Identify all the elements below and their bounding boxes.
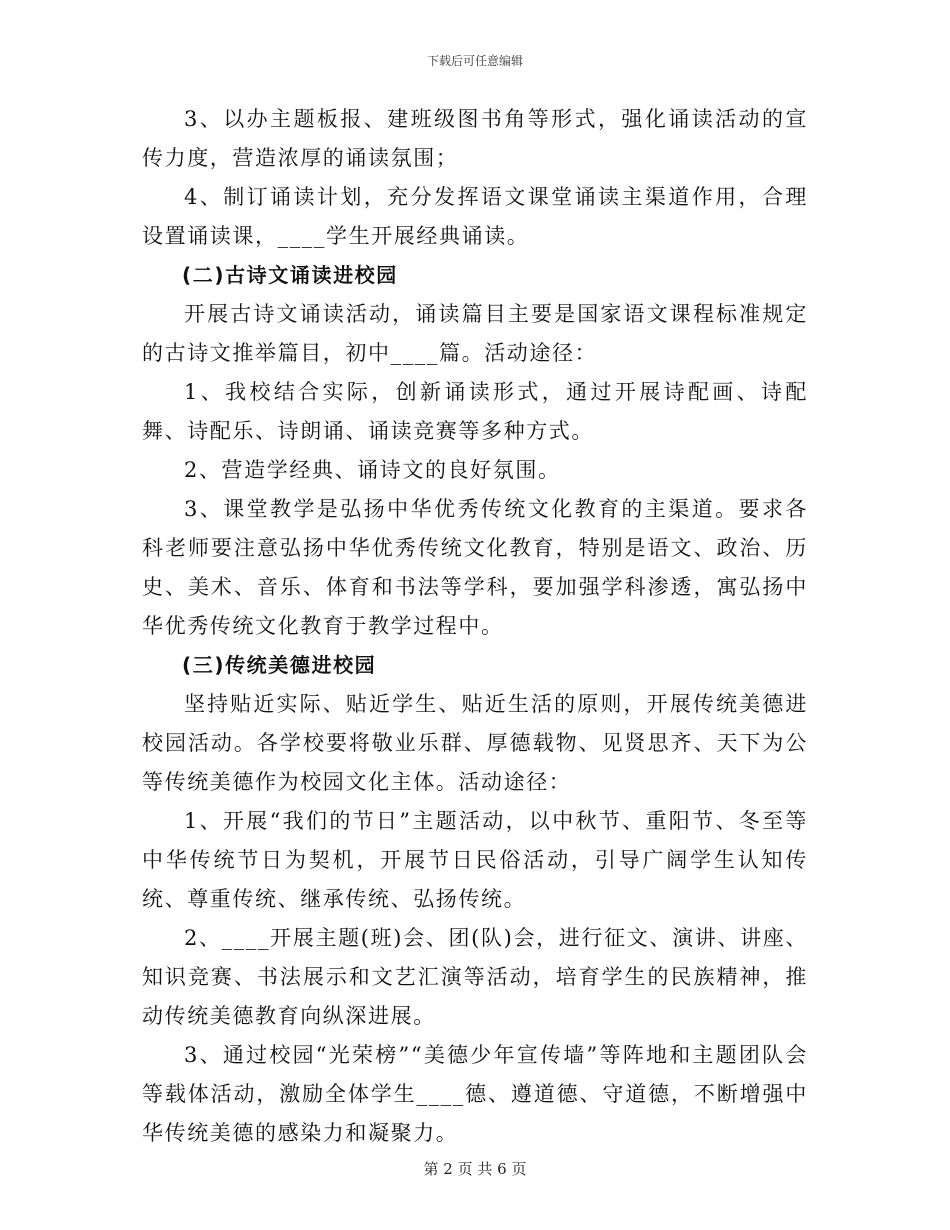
paragraph-section-2-intro: 开展古诗文诵读活动，诵读篇目主要是国家语文课程标准规定的古诗文推举篇目，初中____篇。活动途径： [142,302,808,365]
section-heading-3: (三)传统美德进校园 [182,653,377,677]
page-header-note: 下载后可任意编辑 [426,54,523,68]
paragraph-section-3-item-1: 1、开展“我们的节日”主题活动，以中秋节、重阳节、冬至等中华传统节日为契机，开展节日民俗活动，引导广阔学生认知传统、尊重传统、继承传统、弘扬传统。 [142,809,808,911]
paragraph-item-4: 4、制订诵读计划，充分发挥语文课堂诵读主渠道作用，合理设置诵读课，____学生开展经典诵读。 [142,185,808,248]
paragraph-section-3-item-3: 3、通过校园“光荣榜”“美德少年宣传墙”等阵地和主题团队会等载体活动，激励全体学生____德、遵道德、守道德，不断增强中华传统美德的感染力和凝聚力。 [142,1043,808,1145]
paragraph-section-2-item-2: 2、营造学经典、诵诗文的良好氛围。 [184,458,561,482]
paragraph-item-3: 3、以办主题板报、建班级图书角等形式，强化诵读活动的宣传力度，营造浓厚的诵读氛围； [142,107,808,170]
page-number: 第 2 页 共 6 页 [423,1160,527,1178]
document-body [142,100,808,1153]
paragraph-section-2-item-3: 3、课堂教学是弘扬中华优秀传统文化教育的主渠道。要求各科老师要注意弘扬中华优秀传统文化教育，特别是语文、政治、历史、美术、音乐、体育和书法等学科，要加强学科渗透，寓弘扬中华优秀传统文化教育于教学过程中。 [142,497,808,638]
paragraph-section-3-intro: 坚持贴近实际、贴近学生、贴近生活的原则，开展传统美德进校园活动。各学校要将敬业乐群、厚德载物、见贤思齐、天下为公等传统美德作为校园文化主体。活动途径： [142,692,808,794]
section-heading-2: (二)古诗文诵读进校园 [182,263,398,287]
paragraph-section-3-item-2: 2、____开展主题(班)会、团(队)会，进行征文、演讲、讲座、知识竞赛、书法展示和文艺汇演等活动，培育学生的民族精神，推动传统美德教育向纵深进展。 [142,926,808,1028]
paragraph-section-2-item-1: 1、我校结合实际，创新诵读形式，通过开展诗配画、诗配舞、诗配乐、诗朗诵、诵读竞赛等多种方式。 [142,380,808,443]
